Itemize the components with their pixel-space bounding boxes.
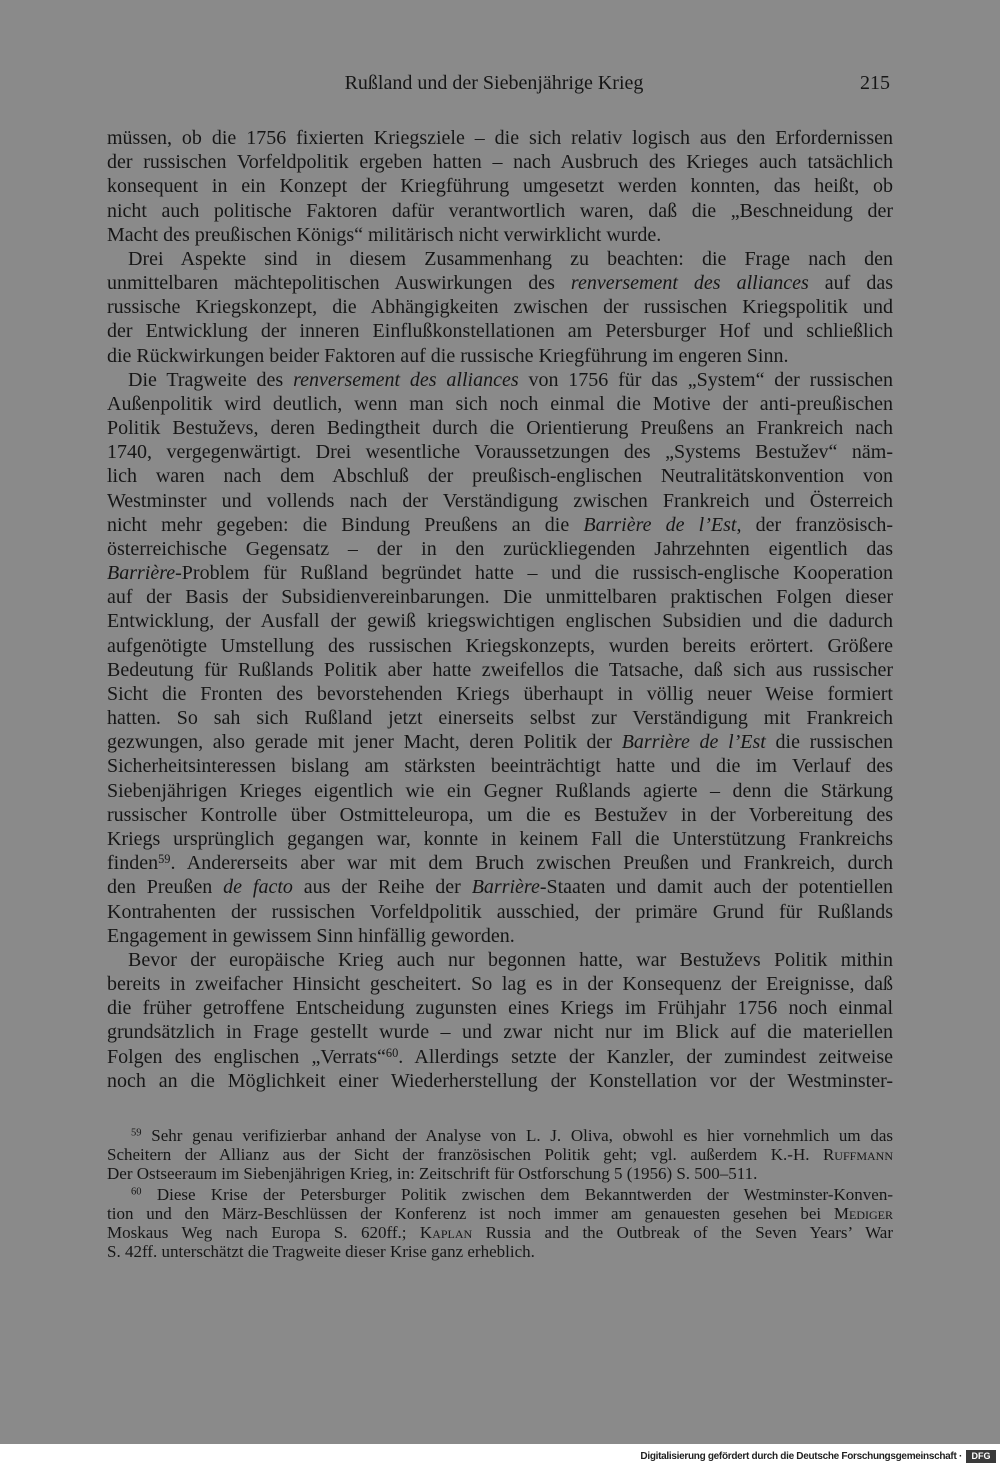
running-title: Rußland und der Siebenjährige Krieg (344, 72, 644, 94)
footnote-line (107, 1126, 893, 1145)
text-line (107, 223, 893, 247)
text-line (107, 174, 893, 198)
text-line (107, 948, 893, 972)
text-run: finden (107, 852, 159, 875)
text-run: die Rückwirkungen beider Faktoren auf die russische Kriegführung im engeren Sinn. (107, 344, 789, 367)
text-run: . Allerdings setzte der Kanzler, der zumindest zeitweise (398, 1045, 893, 1068)
text-line (107, 440, 893, 464)
author-name: Kaplan (419, 1223, 473, 1242)
text-line (107, 199, 893, 223)
text-run: den Preußen (107, 876, 224, 899)
footnote-reference: 60 (385, 1045, 399, 1060)
text-run: noch an die Möglichkeit einer Wiederherstellung der Konstellation vor der Westminster- (107, 1069, 893, 1092)
text-run: der Entwicklung der inneren Einflußkonstellationen am Petersburger Hof und schließlich (107, 320, 893, 343)
footnote-line (107, 1204, 893, 1223)
text-run: , der französisch- (736, 513, 893, 536)
text-line (107, 658, 893, 682)
main-text (107, 126, 893, 1093)
page-number: 215 (860, 72, 890, 94)
text-line (107, 295, 893, 319)
text-run: -Staaten und damit auch der potentiellen (539, 876, 894, 899)
italic-text: de facto (223, 876, 293, 899)
text-line (107, 779, 893, 803)
text-run: russische Kriegskonzept, die Abhängigkeiten zwischen der russischen Kriegspolitik und (107, 296, 893, 319)
text-line (107, 392, 893, 416)
text-line (107, 489, 893, 513)
footnote-text: Moskaus Weg nach Europa S. 620ff.; (107, 1223, 420, 1242)
text-line (107, 513, 893, 537)
text-run: müssen, ob die 1756 fixierten Kriegsziele – die sich relativ logisch aus den Erfordernissen (107, 127, 893, 149)
text-line (107, 319, 893, 343)
text-run: Außenpolitik wird deutlich, wenn man sich noch einmal die Motive der anti-preußischen (107, 392, 893, 415)
text-run: der russischen Vorfeldpolitik ergeben hatten – nach Ausbruch des Krieges auch tatsächlich (107, 151, 893, 174)
footnote (107, 1185, 893, 1261)
text-line (107, 585, 893, 609)
text-run: konsequent in ein Konzept der Kriegführung umgesetzt werden konnten, das heißt, ob (107, 175, 893, 198)
text-line (107, 972, 893, 996)
footnote (107, 1126, 893, 1183)
text-run: Siebenjährigen Krieges eigentlich wie ein Gegner Rußlands agierte – denn die Stärkung (107, 779, 893, 802)
footnote-line (107, 1145, 893, 1164)
text-run: Westminster und vollends nach der Verständigung zwischen Frankreich und Österreich (107, 489, 893, 512)
digitization-footer (0, 1444, 1000, 1470)
text-run: Sicherheitsinteressen bislang am stärksten beeinträchtigt hatte und die im Verlauf des (107, 755, 893, 778)
text-line (107, 537, 893, 561)
text-line (107, 271, 893, 295)
footnote-text: Sehr genau verifizierbar anhand der Analyse von L. J. Oliva, obwohl es hier vornehmlich um das (141, 1126, 893, 1145)
text-run: nicht auch politische Faktoren dafür verantwortlich waren, daß die „Beschneidung der (107, 199, 893, 222)
text-line (107, 150, 893, 174)
text-run: Macht des preußischen Königs“ militärisch nicht verwirklicht wurde. (107, 223, 662, 246)
text-line (107, 368, 893, 392)
text-line (107, 924, 893, 948)
text-run: Kriegs ursprünglich gegangen war, konnte in keinem Fall die Unterstützung Frankreichs (107, 827, 893, 850)
text-line (107, 344, 893, 368)
text-run: gezwungen, also gerade mit jener Macht, deren Politik der (107, 731, 622, 754)
text-run: . Andererseits aber war mit dem Bruch zwischen Preußen und Frankreich, durch (170, 852, 893, 875)
italic-text: Barrière (471, 876, 540, 899)
text-run: -Problem für Rußland begründet hatte – und die russisch-englische Kooperation (175, 562, 893, 585)
text-line (107, 754, 893, 778)
text-run: russischer Kontrolle über Ostmitteleuropa, um die es Bestužev in der Vorbereitung des (107, 803, 893, 826)
text-run: bereits in zweifacher Hinsicht gescheitert. So lag es in der Konsequenz der Ereignisse, daß (107, 973, 893, 996)
footnote-reference: 59 (158, 851, 171, 866)
text-run: 1740, vergegenwärtigt. Drei wesentliche Voraussetzungen des „Systems Bestužev“ näm- (107, 441, 893, 464)
footnote-line (107, 1242, 893, 1261)
text-run: die russischen (765, 731, 893, 754)
footnote-line (107, 1164, 893, 1183)
text-run: Die Tragweite des (128, 368, 294, 391)
text-run: aufgenötigte Umstellung des russischen Kriegskonzepts, wurden bereits erörtert. Größere (107, 634, 893, 657)
text-run: nicht mehr gegeben: die Bindung Preußens an die (107, 513, 584, 536)
text-run: die früher getroffene Entscheidung zugunsten eines Kriegs im Frühjahr 1756 noch einmal (107, 997, 893, 1020)
text-line (107, 730, 893, 754)
text-line (107, 996, 893, 1020)
author-name: Mediger (833, 1204, 893, 1223)
footnote-text: Diese Krise der Petersburger Politik zwischen dem Bekanntwerden der Westminster-Konven- (141, 1185, 893, 1204)
author-name: Ruffmann (822, 1145, 893, 1164)
text-line (107, 875, 893, 899)
italic-text: renversement des alliances (570, 272, 809, 295)
text-run: Entwicklung, der Ausfall der gewiß kriegswichtigen englischen Subsidien und die dadurch (107, 610, 893, 633)
text-line (107, 1069, 893, 1093)
text-run: auf das (808, 272, 894, 295)
text-run: Kontrahenten der russischen Vorfeldpolitik ausschied, der primäre Grund für Rußlands (107, 900, 893, 923)
text-run: Folgen des englischen „Verrats“ (107, 1045, 386, 1068)
text-line (107, 416, 893, 440)
text-run: Engagement in gewissem Sinn hinfällig geworden. (107, 924, 515, 947)
text-line (107, 827, 893, 851)
footnote-text: Der Ostseeraum im Siebenjährigen Krieg, in: Zeitschrift für Ostforschung 5 (1956) S. 500–511. (107, 1164, 758, 1183)
text-line (107, 609, 893, 633)
text-line (107, 247, 893, 271)
text-line (107, 1045, 893, 1069)
text-run: lich waren nach dem Abschluß der preußisch-englischen Neutralitätskonvention von (107, 465, 893, 488)
body-paragraph (107, 126, 893, 247)
text-run: auf der Basis der Subsidienvereinbarungen. Die unmittelbaren praktischen Folgen dieser (107, 586, 893, 609)
text-run: österreichische Gegensatz – der in den zurückliegenden Jahrzehnten eigentlich das (107, 537, 893, 560)
page-header (107, 71, 893, 95)
body-paragraph (107, 368, 893, 948)
text-line (107, 634, 893, 658)
italic-text: Barrière de l’Est (583, 513, 737, 536)
text-run: grundsätzlich in Frage gestellt wurde – und zwar nicht nur im Blick auf die materiellen (107, 1021, 893, 1044)
text-line (107, 561, 893, 585)
footnote-text: Russia and the Outbreak of the Seven Years’ War (472, 1223, 893, 1242)
footnote-number: 59 (131, 1127, 142, 1139)
text-run: Sicht die Fronten des bevorstehenden Kriegs überhaupt in völlig neuer Weise formiert (107, 682, 893, 705)
text-run: hatten. So sah sich Rußland jetzt einerseits selbst zur Verständigung mit Frankreich (107, 707, 893, 730)
footnote-text: tion und den März-Beschlüssen der Konferenz ist noch immer am genauesten gesehen bei (107, 1204, 834, 1223)
text-line (107, 682, 893, 706)
body-paragraph (107, 948, 893, 1093)
text-line (107, 1020, 893, 1044)
digitization-credit: Digitalisierung gefördert durch die Deutsche Forschungsgemeinschaft · (640, 1451, 962, 1462)
text-run: aus der Reihe der (292, 876, 472, 899)
text-run: unmittelbaren mächtepolitischen Auswirkungen des (107, 272, 571, 295)
footnote-line (107, 1223, 893, 1242)
text-line (107, 126, 893, 150)
footnotes (107, 1126, 893, 1261)
text-line (107, 464, 893, 488)
text-run: Bedeutung für Rußlands Politik aber hatte zweifellos die Tatsache, daß sich aus russischer (107, 658, 893, 681)
italic-text: Barrière (107, 562, 176, 585)
footnote-text: Scheitern der Allianz aus der Sicht der französischen Politik geht; vgl. außerdem K.-H. (107, 1145, 823, 1164)
footnote-text: S. 42ff. unterschätzt die Tragweite dieser Krise ganz erheblich. (107, 1242, 535, 1261)
text-line (107, 706, 893, 730)
footnote-line (107, 1185, 893, 1204)
dfg-logo: DFG (966, 1450, 996, 1463)
body-paragraph (107, 247, 893, 368)
text-run: Bevor der europäische Krieg auch nur begonnen hatte, war Bestuževs Politik mithin (128, 948, 893, 971)
footnote-number: 60 (131, 1186, 142, 1198)
italic-text: renversement des alliances (293, 368, 519, 391)
text-run: von 1756 für das „System“ der russischen (518, 368, 893, 391)
text-line (107, 851, 893, 875)
text-run: Drei Aspekte sind in diesem Zusammenhang zu beachten: die Frage nach den (128, 247, 893, 270)
text-line (107, 900, 893, 924)
italic-text: Barrière de l’Est (621, 731, 766, 754)
text-run: Politik Bestuževs, deren Bedingtheit durch die Orientierung Preußens an Frankreich nach (107, 417, 893, 440)
text-line (107, 803, 893, 827)
